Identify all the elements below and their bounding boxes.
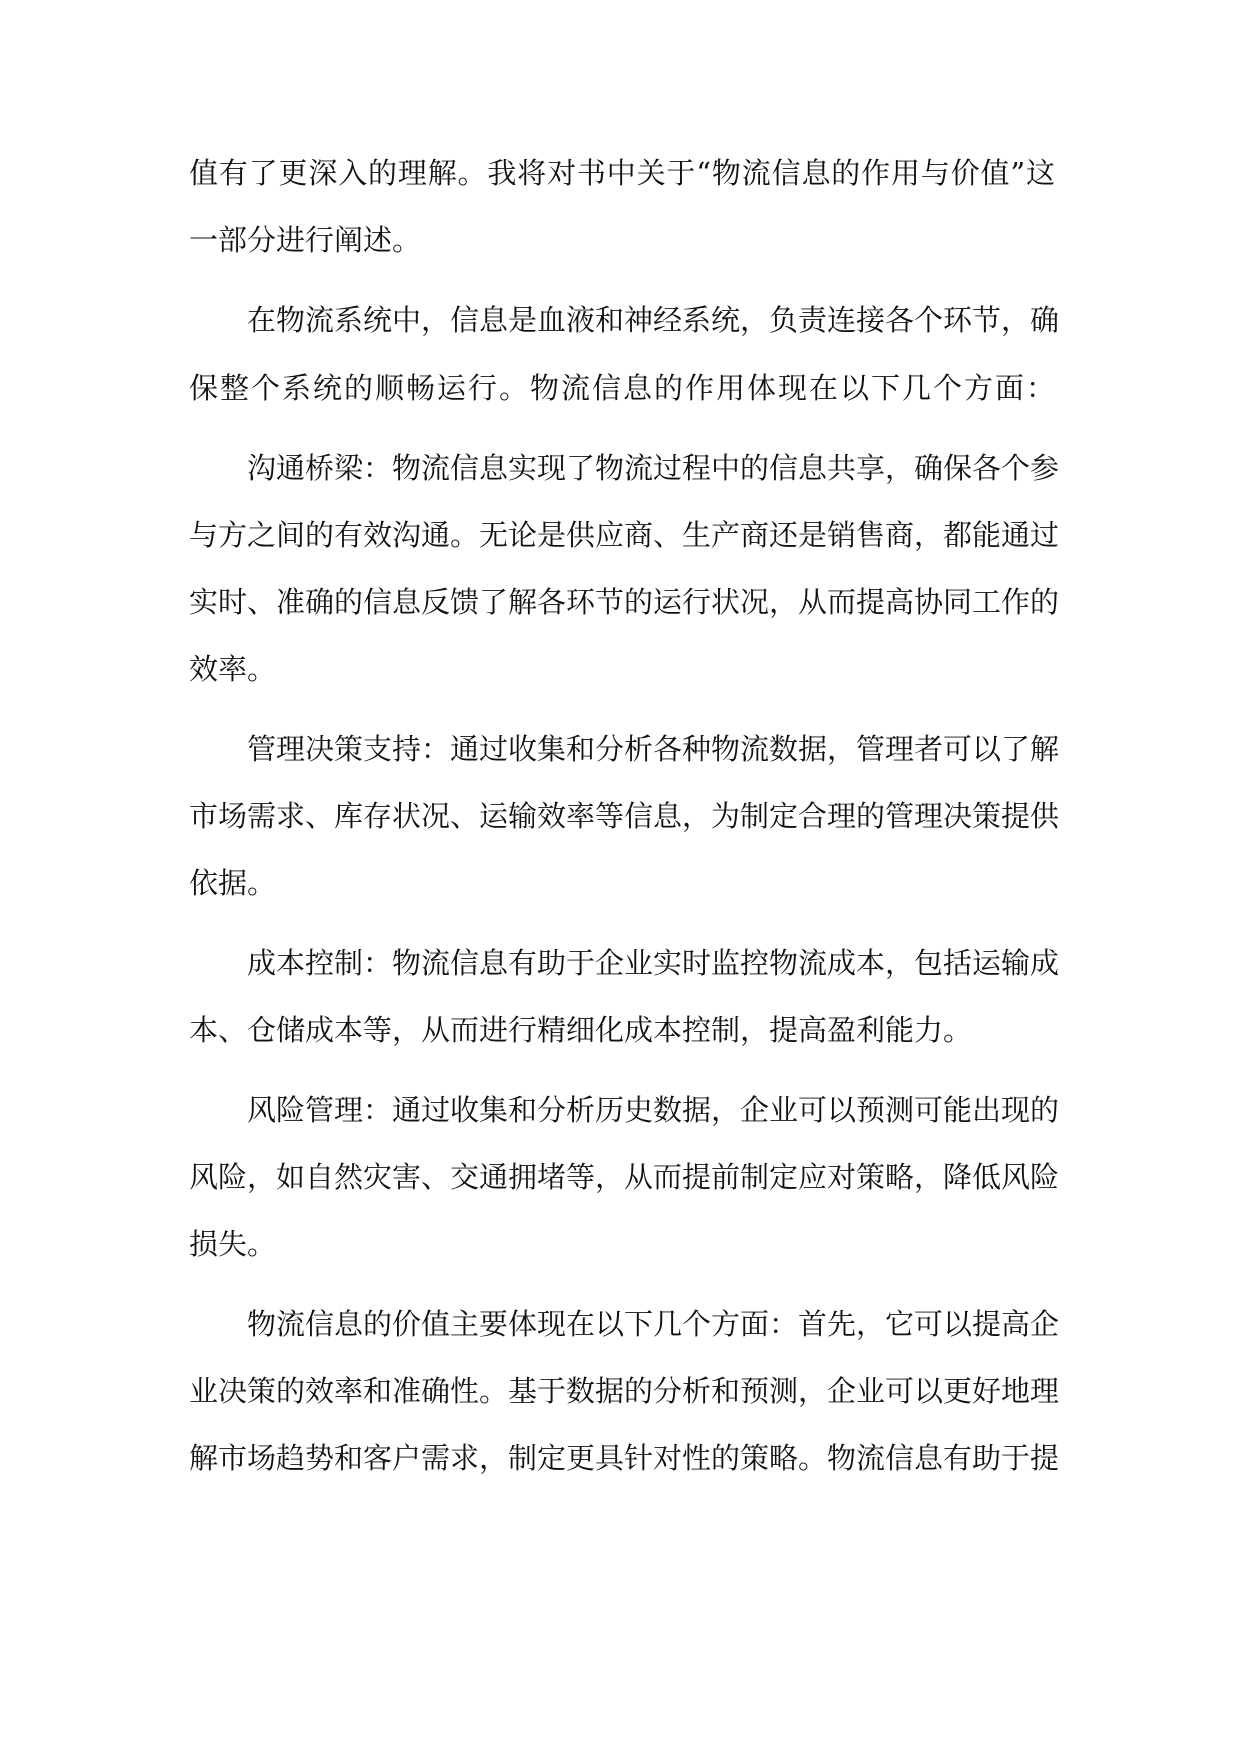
- text-line: 管理决策支持：通过收集和分析各种物流数据，管理者可以了解: [247, 732, 1060, 766]
- text-line: 风险管理：通过收集和分析历史数据，企业可以预测可能出现的: [247, 1093, 1060, 1127]
- text-line: 解市场趋势和客户需求，制定更具针对性的策略。物流信息有助于提: [189, 1441, 1060, 1475]
- text-line: 在物流系统中，信息是血液和神经系统，负责连接各个环节，确: [247, 303, 1060, 337]
- text-line: 业决策的效率和准确性。基于数据的分析和预测，企业可以更好地理: [189, 1374, 1060, 1408]
- text-line: 本、仓储成本等，从而进行精细化成本控制，提高盈利能力。: [189, 1013, 973, 1047]
- text-line: 风险，如自然灾害、交通拥堵等，从而提前制定应对策略，降低风险: [189, 1160, 1060, 1194]
- text-line: 损失。: [189, 1227, 277, 1261]
- text-line: 值有了更深入的理解。我将对书中关于“物流信息的作用与价值”这: [189, 156, 1055, 190]
- text-line: 效率。: [189, 652, 277, 686]
- text-line: 实时、准确的信息反馈了解各环节的运行状况，从而提高协同工作的: [189, 585, 1060, 619]
- text-line: 依据。: [189, 866, 277, 900]
- text-line: 一部分进行阐述。: [189, 223, 422, 257]
- text-line: 市场需求、库存状况、运输效率等信息，为制定合理的管理决策提供: [189, 799, 1060, 833]
- text-line: 沟通桥梁：物流信息实现了物流过程中的信息共享，确保各个参: [247, 451, 1060, 485]
- text-line: 与方之间的有效沟通。无论是供应商、生产商还是销售商，都能通过: [189, 518, 1060, 552]
- text-line: 成本控制：物流信息有助于企业实时监控物流成本，包括运输成: [247, 946, 1060, 980]
- text-line: 保整个系统的顺畅运行。物流信息的作用体现在以下几个方面：: [189, 371, 1055, 405]
- text-line: 物流信息的价值主要体现在以下几个方面：首先，它可以提高企: [247, 1307, 1060, 1341]
